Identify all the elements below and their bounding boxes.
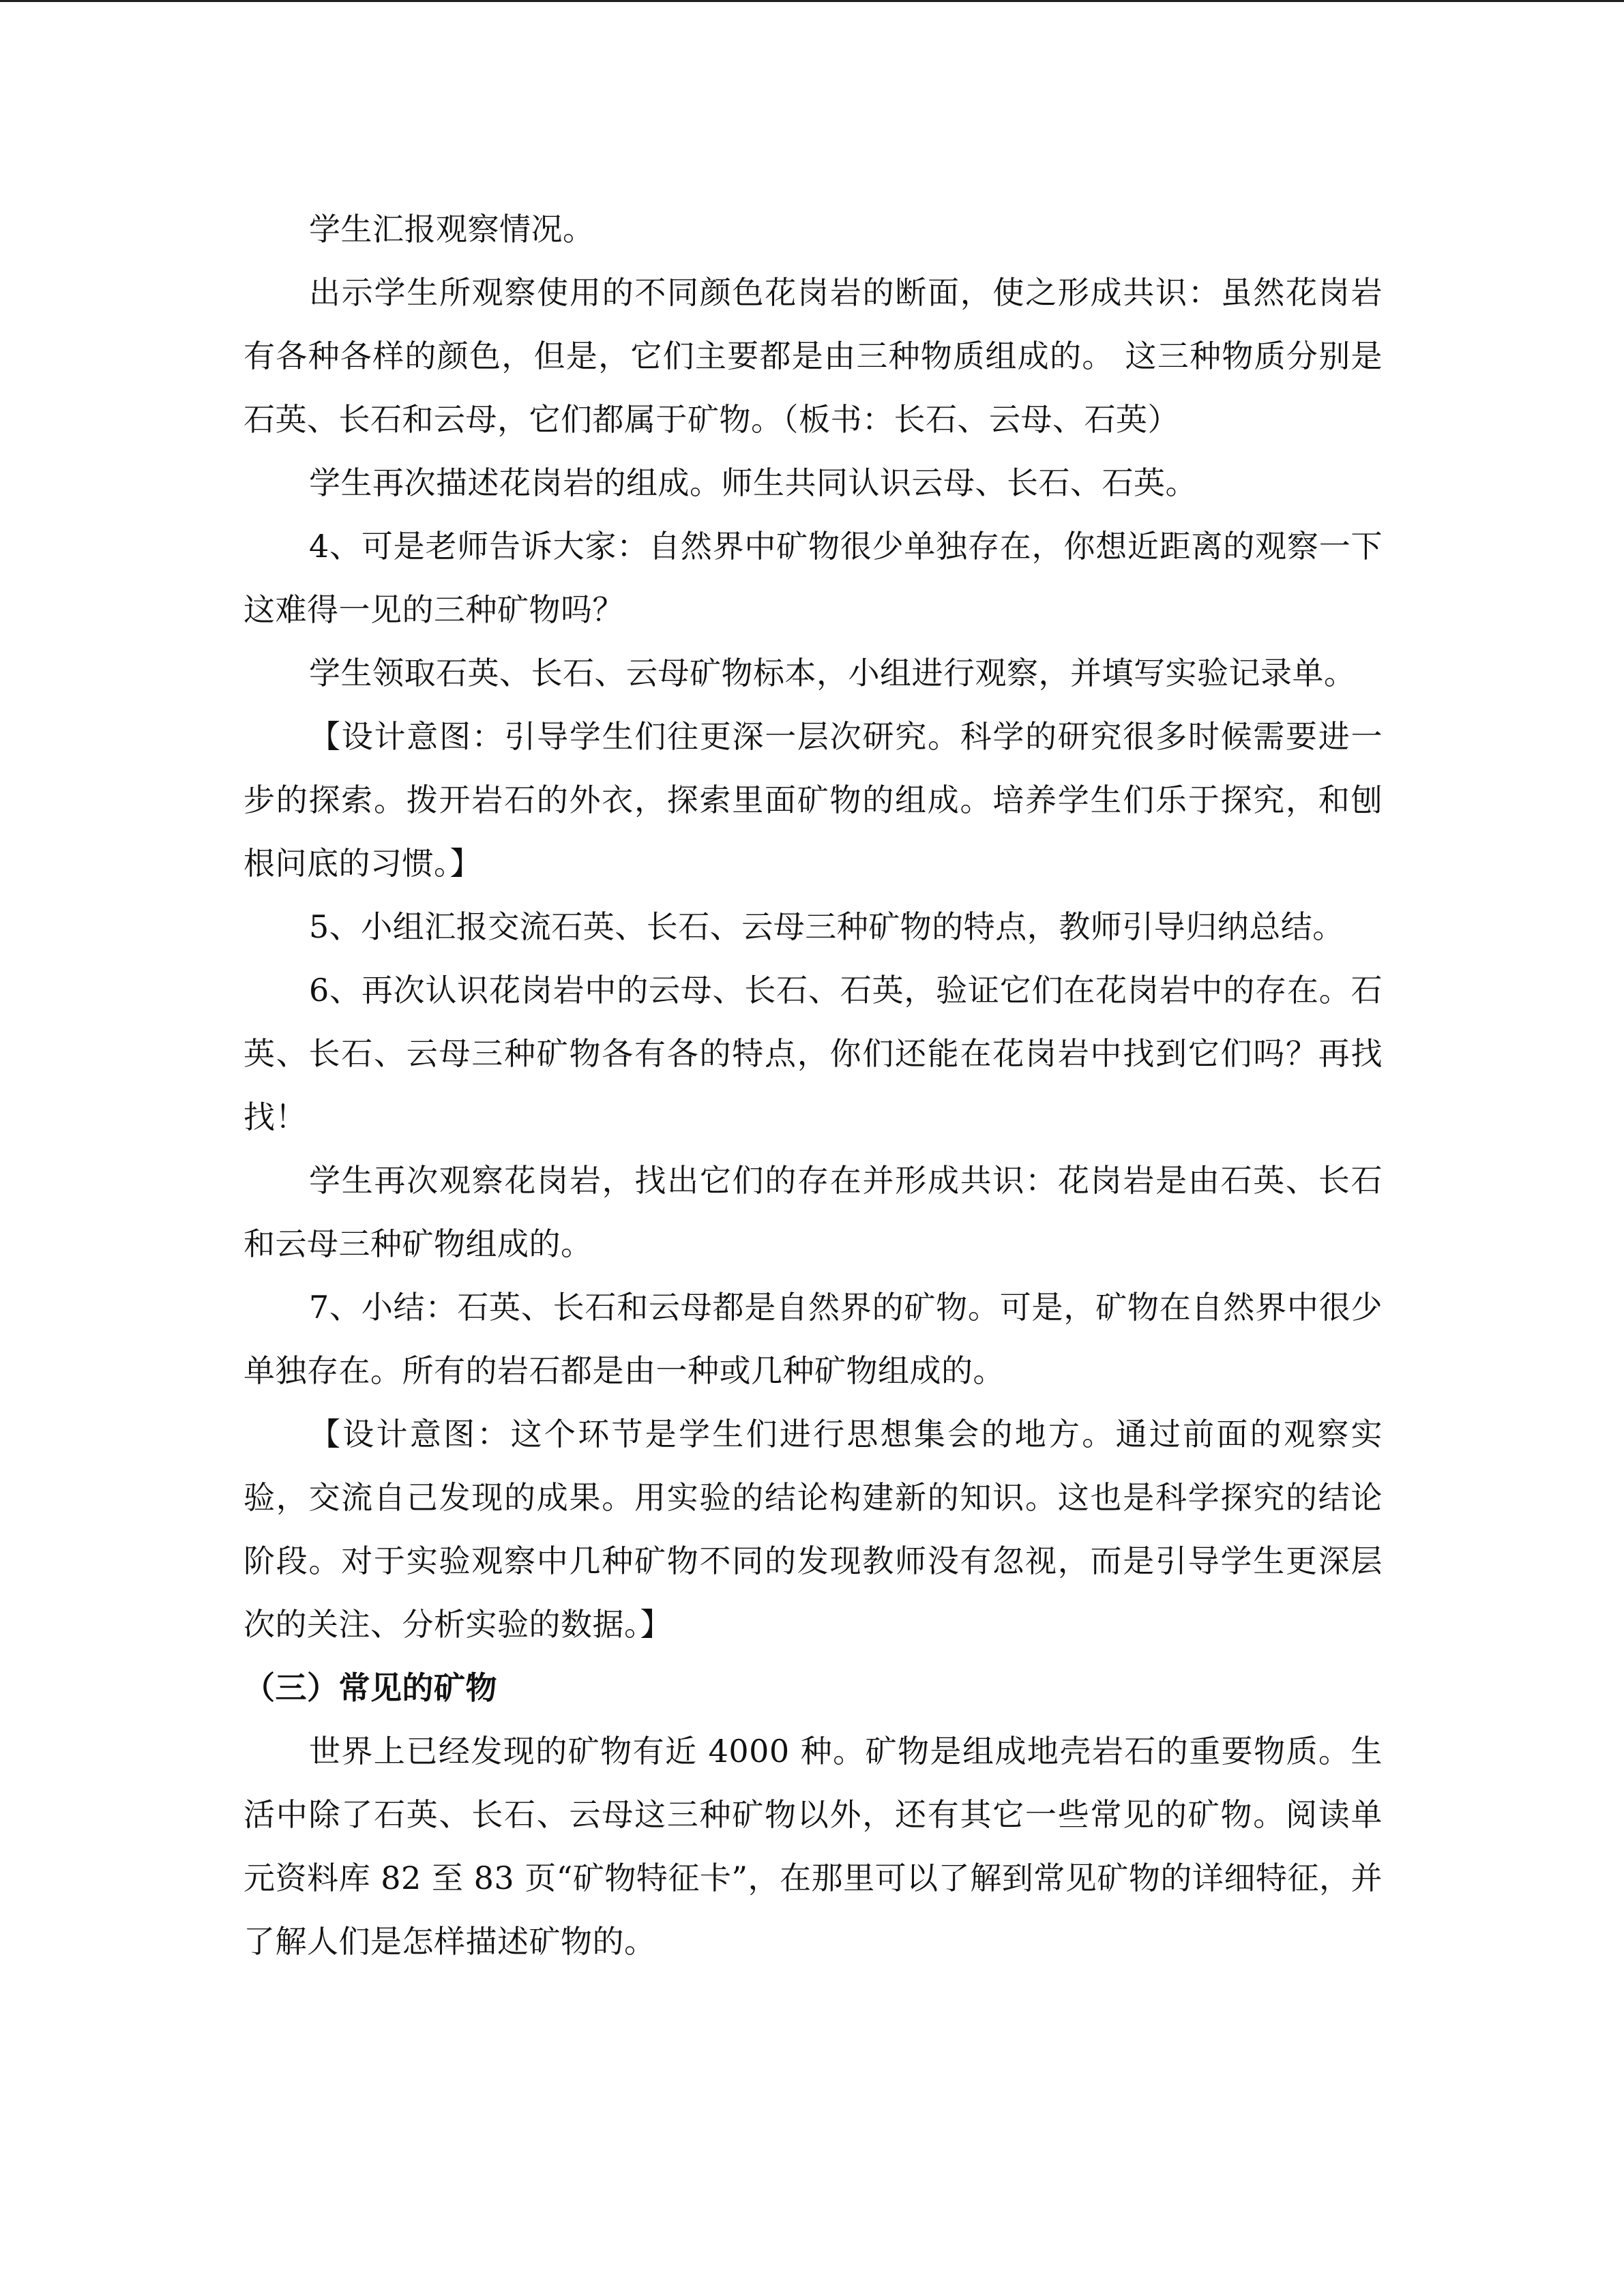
section-heading-common-minerals: （三）常见的矿物 [243,1669,497,1706]
paragraph-common-minerals: 世界上已经发现的矿物有近 4000 种。矿物是组成地壳岩石的重要物质。生活中除了石英、长石、云母这三种矿物以外，还有其它一些常见的矿物。阅读单元资料库 82 至 83 页“矿物特征卡”，在那里可以了解到常见矿物的详细特征，并了解人们是怎样描述矿物的。 [243,1733,1383,1960]
paragraph-specimens: 学生领取石英、长石、云母矿物标本，小组进行观察，并填写实验记录单。 [309,655,1356,691]
paragraph-step-7-summary: 7、小结：石英、长石和云母都是自然界的矿物。可是，矿物在自然界中很少单独存在。所有的岩石都是由一种或几种矿物组成的。 [243,1289,1383,1389]
paragraph-design-intent-2: 【设计意图：这个环节是学生们进行思想集会的地方。通过前面的观察实验，交流自己发现的成果。用实验的结论构建新的知识。这也是科学探究的结论阶段。对于实验观察中几种矿物不同的发现教师没有忽视，而是引导学生更深层次的关注、分析实验的数据。】 [243,1416,1383,1643]
paragraph-describe-composition: 学生再次描述花岗岩的组成。师生共同认识云母、长石、石英。 [309,464,1197,501]
paragraph-granite-sections: 出示学生所观察使用的不同颜色花岗岩的断面，使之形成共识：虽然花岗岩有各种各样的颜色，但是，它们主要都是由三种物质组成的。 这三种物质分别是石英、长石和云母，它们都属于矿物。（板书：长石、云母、石英） [243,274,1383,438]
paragraph-step-6: 6、再次认识花岗岩中的云母、长石、石英，验证它们在花岗岩中的存在。石英、长石、云母三种矿物各有各的特点，你们还能在花岗岩中找到它们吗？再找找！ [243,972,1383,1135]
top-border-line [0,0,1624,2]
paragraph-consensus: 学生再次观察花岗岩，找出它们的存在并形成共识：花岗岩是由石英、长石和云母三种矿物组成的。 [243,1162,1383,1262]
paragraph-report: 学生汇报观察情况。 [309,211,595,248]
paragraph-step-5: 5、小组汇报交流石英、长石、云母三种矿物的特点，教师引导归纳总结。 [309,908,1344,945]
paragraph-step-4: 4、可是老师告诉大家：自然界中矿物很少单独存在，你想近距离的观察一下这难得一见的三种矿物吗？ [243,528,1383,628]
document-page [243,198,1383,1973]
paragraph-design-intent-1: 【设计意图：引导学生们往更深一层次研究。科学的研究很多时候需要进一步的探索。拨开岩石的外衣，探索里面矿物的组成。培养学生们乐于探究，和刨根问底的习惯。】 [243,718,1383,882]
